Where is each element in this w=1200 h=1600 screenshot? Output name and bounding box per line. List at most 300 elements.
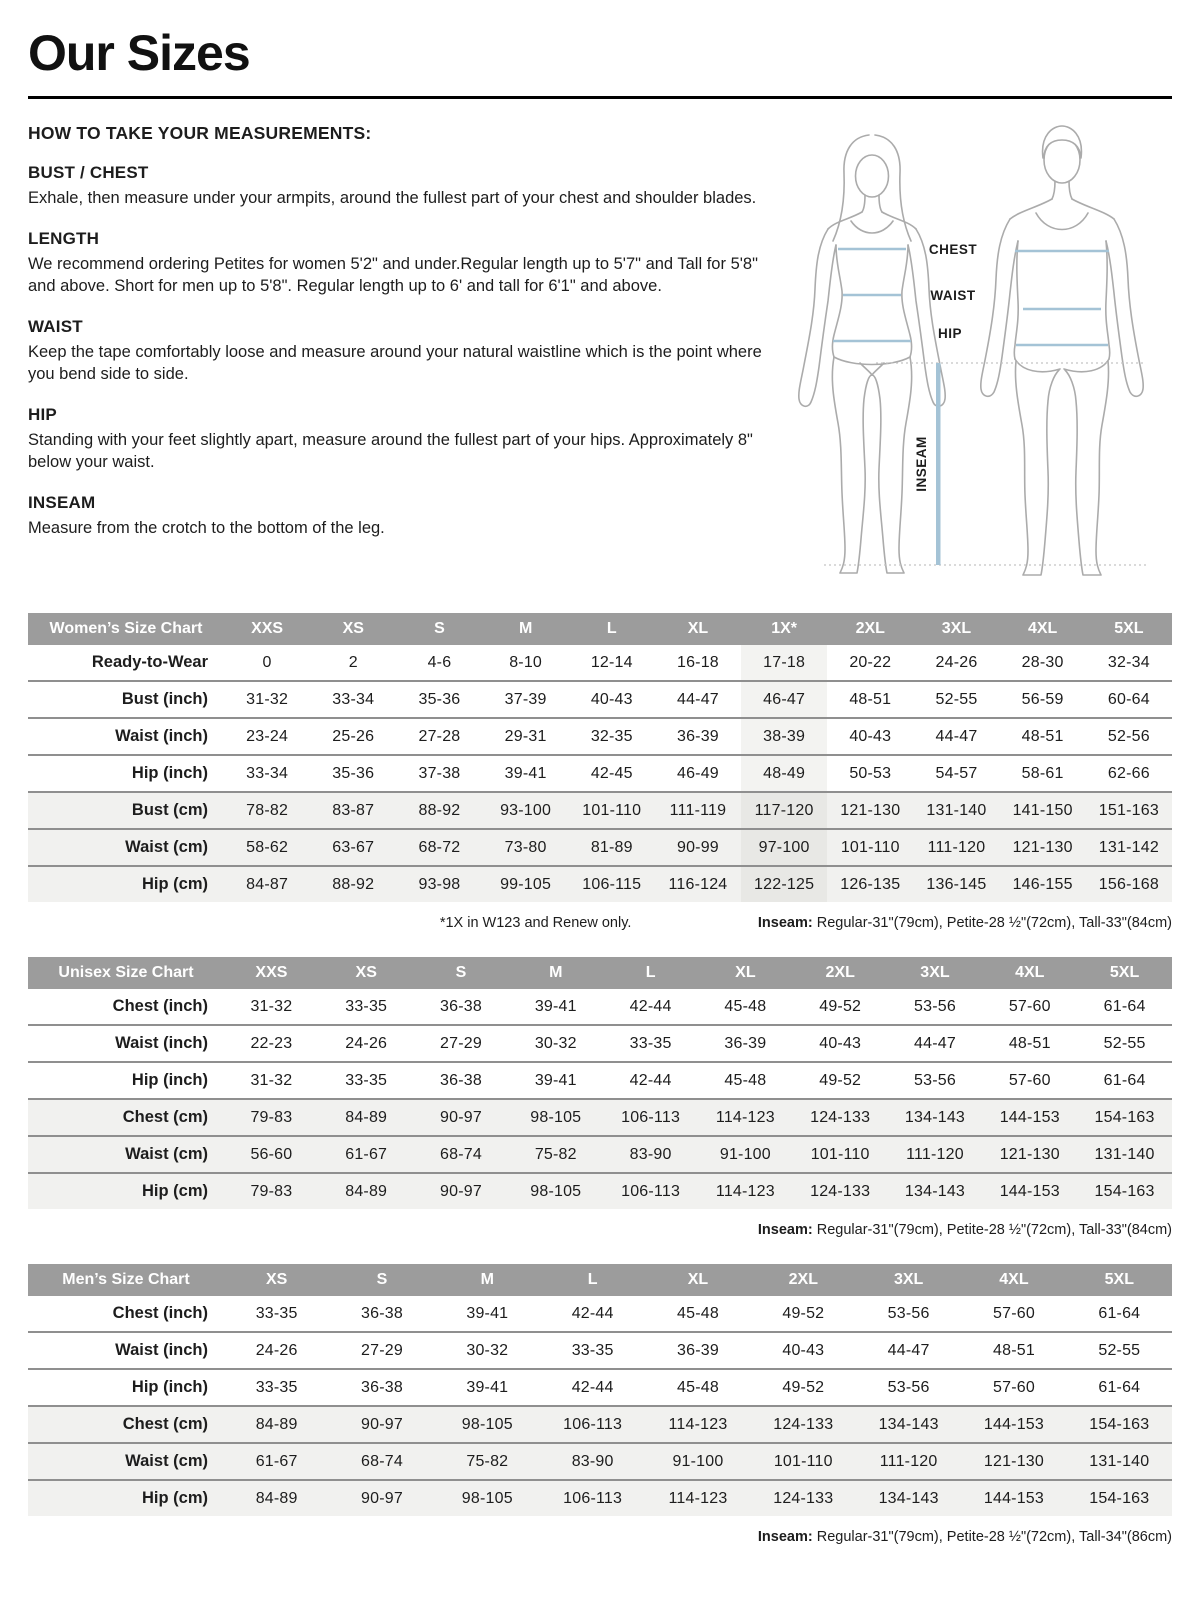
row-label: Waist (inch) xyxy=(115,1034,208,1052)
size-column-header: S xyxy=(329,1264,434,1296)
size-cell: 126-135 xyxy=(840,875,901,893)
row-label: Chest (inch) xyxy=(112,997,208,1015)
size-cell: 131-140 xyxy=(1094,1145,1155,1163)
header-row xyxy=(28,613,1172,645)
size-cell: 31-32 xyxy=(250,1071,293,1089)
section-heading: HIP xyxy=(28,404,57,424)
table-footnote xyxy=(28,1529,1172,1547)
size-cell: 114-123 xyxy=(668,1489,728,1507)
size-cell: 61-67 xyxy=(345,1145,388,1163)
size-cell: 35-36 xyxy=(332,764,375,782)
size-cell: 42-45 xyxy=(590,764,633,782)
size-cell: 146-155 xyxy=(1012,875,1073,893)
size-cell: 83-87 xyxy=(332,801,375,819)
size-cell: 53-56 xyxy=(887,1304,930,1322)
size-cell: 39-41 xyxy=(504,764,547,782)
size-cell: 84-89 xyxy=(345,1182,388,1200)
size-cell: 24-26 xyxy=(935,653,978,671)
size-column-header: 3XL xyxy=(856,1264,961,1296)
size-cell: 61-64 xyxy=(1103,997,1146,1015)
size-table xyxy=(28,613,1172,902)
size-cell: 134-143 xyxy=(878,1415,939,1433)
size-cell: 84-89 xyxy=(255,1415,298,1433)
size-cell: 83-90 xyxy=(571,1452,614,1470)
row-label: Bust (cm) xyxy=(131,801,208,819)
size-cell: 49-52 xyxy=(782,1378,825,1396)
size-cell: 97-100 xyxy=(741,829,827,866)
size-cell: 33-35 xyxy=(571,1341,614,1359)
size-cell: 31-32 xyxy=(250,997,293,1015)
size-cell: 79-83 xyxy=(250,1182,293,1200)
size-cell: 154-163 xyxy=(1089,1489,1150,1507)
size-row xyxy=(28,1099,1172,1136)
size-cell: 90-97 xyxy=(361,1415,403,1433)
size-cell: 22-23 xyxy=(250,1034,293,1052)
size-cell: 101-110 xyxy=(840,838,900,856)
size-cell: 131-140 xyxy=(926,801,987,819)
size-column-header: 5XL xyxy=(1086,613,1172,645)
row-label: Waist (cm) xyxy=(125,838,208,856)
size-column-header: 2XL xyxy=(827,613,913,645)
size-cell: 36-39 xyxy=(677,1341,719,1359)
size-cell: 144-153 xyxy=(999,1108,1060,1126)
size-cell: 46-47 xyxy=(741,681,827,718)
size-cell: 42-44 xyxy=(571,1304,614,1322)
size-cell: 111-120 xyxy=(879,1452,938,1470)
size-cell: 79-83 xyxy=(250,1108,293,1126)
size-column-header: 4XL xyxy=(1000,613,1086,645)
size-cell: 45-48 xyxy=(724,1071,767,1089)
size-column-header: S xyxy=(396,613,482,645)
size-cell: 101-110 xyxy=(773,1452,833,1470)
woman-figure xyxy=(799,135,945,573)
size-cell: 48-51 xyxy=(1008,1034,1051,1052)
hip-label: HIP xyxy=(937,326,963,341)
size-cell: 12-14 xyxy=(590,653,633,671)
size-cell: 37-38 xyxy=(418,764,461,782)
size-cell: 33-35 xyxy=(629,1034,672,1052)
size-column-header: 3XL xyxy=(913,613,999,645)
size-row xyxy=(28,829,1172,866)
measurement-guide-section xyxy=(28,123,1172,593)
footnote-inseam xyxy=(758,915,1172,931)
size-cell: 75-82 xyxy=(466,1452,509,1470)
table-title: Unisex Size Chart xyxy=(28,957,224,989)
size-cell: 98-105 xyxy=(530,1182,582,1200)
size-cell: 56-60 xyxy=(250,1145,293,1163)
header-row xyxy=(28,957,1172,989)
footnote-inseam-text: Regular-31"(79cm), Petite-28 ½"(72cm), Tall-33"(84cm) xyxy=(812,1222,1172,1238)
size-cell: 141-150 xyxy=(1012,801,1073,819)
size-row xyxy=(28,989,1172,1025)
row-label: Hip (cm) xyxy=(142,1489,208,1507)
size-cell: 57-60 xyxy=(993,1304,1035,1322)
section-body: Keep the tape comfortably loose and measure around your natural waistline which is the point where you bend side to side. xyxy=(28,342,762,383)
size-cell: 90-97 xyxy=(361,1489,403,1507)
size-table-block xyxy=(28,957,1172,1240)
size-cell: 39-41 xyxy=(534,997,577,1015)
size-cell: 53-56 xyxy=(914,997,956,1015)
size-row xyxy=(28,1480,1172,1516)
size-cell: 30-32 xyxy=(466,1341,509,1359)
size-tables xyxy=(28,613,1172,1547)
size-cell: 99-105 xyxy=(500,875,552,893)
size-cell: 93-98 xyxy=(418,875,461,893)
size-column-header: L xyxy=(540,1264,645,1296)
size-cell: 25-26 xyxy=(332,727,375,745)
size-cell: 111-120 xyxy=(906,1145,964,1163)
size-cell: 124-133 xyxy=(773,1489,834,1507)
size-cell: 49-52 xyxy=(819,1071,862,1089)
size-row xyxy=(28,1443,1172,1480)
size-cell: 91-100 xyxy=(672,1452,724,1470)
size-cell: 61-64 xyxy=(1103,1071,1146,1089)
size-cell: 134-143 xyxy=(878,1489,939,1507)
size-column-header: 5XL xyxy=(1077,957,1172,989)
size-cell: 36-38 xyxy=(440,1071,482,1089)
row-label: Hip (inch) xyxy=(131,1378,208,1396)
size-cell: 44-47 xyxy=(676,690,719,708)
size-cell: 33-34 xyxy=(332,690,375,708)
size-row xyxy=(28,681,1172,718)
size-cell: 20-22 xyxy=(849,653,892,671)
size-cell: 54-57 xyxy=(935,764,978,782)
size-row xyxy=(28,645,1172,681)
section-heading: WAIST xyxy=(28,316,83,336)
row-label: Hip (inch) xyxy=(131,1071,208,1089)
row-label: Waist (inch) xyxy=(115,727,208,745)
size-cell: 45-48 xyxy=(724,997,767,1015)
size-cell: 151-163 xyxy=(1098,801,1159,819)
section-body: Measure from the crotch to the bottom of the leg. xyxy=(28,518,385,537)
size-cell: 52-55 xyxy=(935,690,978,708)
size-cell: 144-153 xyxy=(983,1489,1045,1507)
size-cell: 30-32 xyxy=(534,1034,577,1052)
row-label: Chest (cm) xyxy=(122,1415,208,1433)
size-cell: 90-99 xyxy=(676,838,719,856)
size-column-header: XXS xyxy=(224,957,319,989)
chest-label: CHEST xyxy=(928,242,978,257)
size-cell: 52-56 xyxy=(1107,727,1150,745)
size-cell: 156-168 xyxy=(1098,875,1159,893)
size-cell: 24-26 xyxy=(345,1034,388,1052)
size-cell: 8-10 xyxy=(509,653,543,671)
size-cell: 35-36 xyxy=(418,690,461,708)
size-cell: 61-67 xyxy=(255,1452,298,1470)
size-cell: 154-163 xyxy=(1089,1415,1150,1433)
size-cell: 57-60 xyxy=(993,1378,1035,1396)
row-label: Chest (inch) xyxy=(112,1304,208,1322)
size-column-header: 3XL xyxy=(888,957,983,989)
footnote-inseam xyxy=(758,1529,1172,1545)
size-column-header: S xyxy=(414,957,509,989)
size-row xyxy=(28,792,1172,829)
size-cell: 154-163 xyxy=(1094,1182,1155,1200)
body-measurement-illustration xyxy=(772,113,1172,593)
size-cell: 37-39 xyxy=(504,690,547,708)
size-cell: 33-35 xyxy=(345,1071,388,1089)
size-cell: 122-125 xyxy=(741,866,827,902)
size-cell: 36-38 xyxy=(361,1378,403,1396)
size-cell: 49-52 xyxy=(819,997,862,1015)
measurement-figure xyxy=(767,123,1172,593)
size-cell: 38-39 xyxy=(741,718,827,755)
size-cell: 33-35 xyxy=(255,1378,298,1396)
size-row xyxy=(28,755,1172,792)
size-cell: 111-120 xyxy=(927,838,986,856)
size-cell: 124-133 xyxy=(773,1415,834,1433)
size-cell: 98-105 xyxy=(461,1415,513,1433)
section-heading: INSEAM xyxy=(28,492,96,512)
footnote-inseam xyxy=(758,1222,1172,1238)
footnote-inseam-label: Inseam: xyxy=(757,1529,813,1545)
size-cell: 4-6 xyxy=(427,653,452,671)
size-cell: 111-119 xyxy=(669,801,727,819)
size-cell: 31-32 xyxy=(246,690,289,708)
size-cell: 48-49 xyxy=(741,755,827,792)
inseam-bar xyxy=(936,363,941,565)
size-cell: 32-34 xyxy=(1107,653,1150,671)
size-cell: 124-133 xyxy=(810,1182,871,1200)
table-title: Men’s Size Chart xyxy=(28,1264,224,1296)
size-cell: 121-130 xyxy=(840,801,901,819)
size-cell: 124-133 xyxy=(810,1108,871,1126)
size-cell: 121-130 xyxy=(983,1452,1045,1470)
size-cell: 27-28 xyxy=(418,727,461,745)
size-column-header: XL xyxy=(655,613,741,645)
size-row xyxy=(28,1332,1172,1369)
size-cell: 114-123 xyxy=(715,1108,775,1126)
size-cell: 131-140 xyxy=(1089,1452,1150,1470)
size-row xyxy=(28,1025,1172,1062)
size-row xyxy=(28,1406,1172,1443)
size-cell: 62-66 xyxy=(1107,764,1150,782)
size-row xyxy=(28,1369,1172,1406)
size-cell: 83-90 xyxy=(629,1145,672,1163)
size-column-header: 1X* xyxy=(741,613,827,645)
size-cell: 84-87 xyxy=(246,875,289,893)
table-footnote xyxy=(28,915,1172,933)
size-cell: 106-113 xyxy=(563,1489,623,1507)
size-cell: 2 xyxy=(348,653,358,671)
size-cell: 61-64 xyxy=(1098,1378,1141,1396)
size-cell: 44-47 xyxy=(914,1034,956,1052)
size-cell: 84-89 xyxy=(345,1108,388,1126)
footnote-inseam-text: Regular-31"(79cm), Petite-28 ½"(72cm), Tall-33"(84cm) xyxy=(812,915,1172,931)
size-cell: 81-89 xyxy=(590,838,633,856)
section-heading: LENGTH xyxy=(28,228,100,248)
row-label: Ready-to-Wear xyxy=(91,653,208,671)
size-column-header: M xyxy=(435,1264,540,1296)
size-cell: 73-80 xyxy=(504,838,547,856)
size-row xyxy=(28,1173,1172,1209)
size-column-header: XL xyxy=(645,1264,750,1296)
size-cell: 36-38 xyxy=(440,997,482,1015)
size-cell: 93-100 xyxy=(500,801,552,819)
size-cell: 144-153 xyxy=(983,1415,1045,1433)
size-column-header: XS xyxy=(224,1264,329,1296)
size-cell: 24-26 xyxy=(255,1341,298,1359)
size-column-header: 2XL xyxy=(751,1264,856,1296)
size-cell: 50-53 xyxy=(849,764,892,782)
size-cell: 40-43 xyxy=(849,727,892,745)
measurement-instructions-list xyxy=(28,163,767,540)
how-to-heading: HOW TO TAKE YOUR MEASUREMENTS: xyxy=(28,123,372,143)
size-cell: 91-100 xyxy=(719,1145,771,1163)
row-label: Hip (cm) xyxy=(142,1182,208,1200)
size-cell: 88-92 xyxy=(332,875,375,893)
size-cell: 68-74 xyxy=(440,1145,482,1163)
inseam-label: INSEAM xyxy=(914,436,929,492)
size-cell: 101-110 xyxy=(810,1145,870,1163)
size-cell: 39-41 xyxy=(534,1071,577,1089)
size-cell: 57-60 xyxy=(1008,1071,1051,1089)
table-footnote xyxy=(28,1222,1172,1240)
size-cell: 90-97 xyxy=(440,1182,482,1200)
size-cell: 44-47 xyxy=(935,727,978,745)
size-cell: 49-52 xyxy=(782,1304,825,1322)
size-cell: 63-67 xyxy=(332,838,375,856)
size-cell: 42-44 xyxy=(629,997,672,1015)
size-table-block xyxy=(28,613,1172,933)
size-cell: 53-56 xyxy=(887,1378,930,1396)
size-cell: 58-62 xyxy=(246,838,289,856)
size-row xyxy=(28,1136,1172,1173)
footnote-inseam-label: Inseam: xyxy=(757,915,813,931)
footnote-inseam-text: Regular-31"(79cm), Petite-28 ½"(72cm), Tall-34"(86cm) xyxy=(812,1529,1172,1545)
size-column-header: XXS xyxy=(224,613,310,645)
size-cell: 136-145 xyxy=(926,875,987,893)
size-cell: 17-18 xyxy=(741,645,827,681)
size-cell: 48-51 xyxy=(993,1341,1035,1359)
size-cell: 27-29 xyxy=(361,1341,403,1359)
footnote-inseam-label: Inseam: xyxy=(757,1222,813,1238)
table-title: Women’s Size Chart xyxy=(28,613,224,645)
size-cell: 121-130 xyxy=(1012,838,1073,856)
page-title: Our Sizes xyxy=(28,25,250,81)
size-cell: 78-82 xyxy=(246,801,289,819)
size-cell: 33-35 xyxy=(255,1304,298,1322)
size-cell: 134-143 xyxy=(904,1108,966,1126)
size-cell: 154-163 xyxy=(1094,1108,1155,1126)
size-cell: 106-113 xyxy=(621,1182,681,1200)
waist-label: WAIST xyxy=(930,288,976,303)
size-column-header: XS xyxy=(319,957,414,989)
row-label: Hip (inch) xyxy=(131,764,208,782)
size-row xyxy=(28,718,1172,755)
size-cell: 33-34 xyxy=(246,764,289,782)
size-cell: 58-61 xyxy=(1021,764,1064,782)
title-divider xyxy=(28,96,1172,99)
section-body: Standing with your feet slightly apart, measure around the fullest part of your hips. Approximately 8" below your waist. xyxy=(28,430,753,471)
size-cell: 68-72 xyxy=(418,838,461,856)
size-cell: 16-18 xyxy=(676,653,719,671)
size-cell: 48-51 xyxy=(1021,727,1064,745)
size-cell: 36-39 xyxy=(724,1034,767,1052)
row-label: Bust (inch) xyxy=(121,690,208,708)
size-cell: 101-110 xyxy=(582,801,642,819)
size-cell: 61-64 xyxy=(1098,1304,1141,1322)
size-cell: 98-105 xyxy=(461,1489,513,1507)
size-cell: 0 xyxy=(262,653,272,671)
size-cell: 60-64 xyxy=(1107,690,1150,708)
row-label: Waist (cm) xyxy=(125,1452,208,1470)
size-row xyxy=(28,1296,1172,1332)
section-heading: BUST / CHEST xyxy=(28,163,149,182)
size-cell: 56-59 xyxy=(1021,690,1064,708)
size-cell: 114-123 xyxy=(715,1182,775,1200)
size-cell: 131-142 xyxy=(1098,838,1159,856)
size-cell: 53-56 xyxy=(914,1071,956,1089)
size-cell: 40-43 xyxy=(590,690,633,708)
size-cell: 45-48 xyxy=(677,1378,719,1396)
size-cell: 116-124 xyxy=(668,875,728,893)
size-column-header: L xyxy=(569,613,655,645)
row-label: Hip (cm) xyxy=(142,875,208,893)
size-cell: 40-43 xyxy=(782,1341,825,1359)
size-cell: 48-51 xyxy=(849,690,892,708)
size-cell: 117-120 xyxy=(741,792,827,829)
size-column-header: XS xyxy=(310,613,396,645)
row-label: Chest (cm) xyxy=(122,1108,208,1126)
size-cell: 106-113 xyxy=(563,1415,623,1433)
man-figure xyxy=(981,126,1143,575)
size-cell: 106-113 xyxy=(621,1108,681,1126)
size-cell: 90-97 xyxy=(440,1108,482,1126)
size-cell: 134-143 xyxy=(904,1182,966,1200)
size-cell: 121-130 xyxy=(999,1145,1060,1163)
size-column-header: 5XL xyxy=(1067,1264,1172,1296)
row-label: Waist (inch) xyxy=(115,1341,208,1359)
size-cell: 84-89 xyxy=(255,1489,298,1507)
size-cell: 39-41 xyxy=(466,1378,509,1396)
size-cell: 36-38 xyxy=(361,1304,403,1322)
size-cell: 106-115 xyxy=(582,875,642,893)
size-column-header: L xyxy=(603,957,698,989)
size-column-header: 4XL xyxy=(961,1264,1066,1296)
guide-dotted-lines xyxy=(824,363,1147,565)
size-column-header: 4XL xyxy=(982,957,1077,989)
size-cell: 42-44 xyxy=(629,1071,672,1089)
size-column-header: M xyxy=(483,613,569,645)
footnote-1x-note: *1X in W123 and Renew only. xyxy=(439,915,632,931)
size-cell: 75-82 xyxy=(534,1145,577,1163)
size-table-block xyxy=(28,1264,1172,1547)
row-label: Waist (cm) xyxy=(125,1145,208,1163)
size-cell: 52-55 xyxy=(1103,1034,1146,1052)
size-cell: 39-41 xyxy=(466,1304,509,1322)
size-cell: 98-105 xyxy=(530,1108,582,1126)
header-row xyxy=(28,1264,1172,1296)
size-table xyxy=(28,957,1172,1209)
size-cell: 27-29 xyxy=(440,1034,482,1052)
size-cell: 42-44 xyxy=(571,1378,614,1396)
size-cell: 29-31 xyxy=(504,727,547,745)
size-column-header: M xyxy=(508,957,603,989)
size-row xyxy=(28,866,1172,902)
size-cell: 46-49 xyxy=(676,764,719,782)
size-cell: 36-39 xyxy=(676,727,719,745)
size-cell: 44-47 xyxy=(887,1341,930,1359)
section-body: Exhale, then measure under your armpits, around the fullest part of your chest and shoulder blades. xyxy=(28,189,757,207)
size-cell: 28-30 xyxy=(1021,653,1064,671)
size-cell: 33-35 xyxy=(345,997,388,1015)
size-cell: 68-74 xyxy=(361,1452,403,1470)
size-cell: 45-48 xyxy=(677,1304,719,1322)
size-cell: 23-24 xyxy=(246,727,289,745)
size-cell: 32-35 xyxy=(590,727,633,745)
measurement-instructions xyxy=(28,123,767,593)
